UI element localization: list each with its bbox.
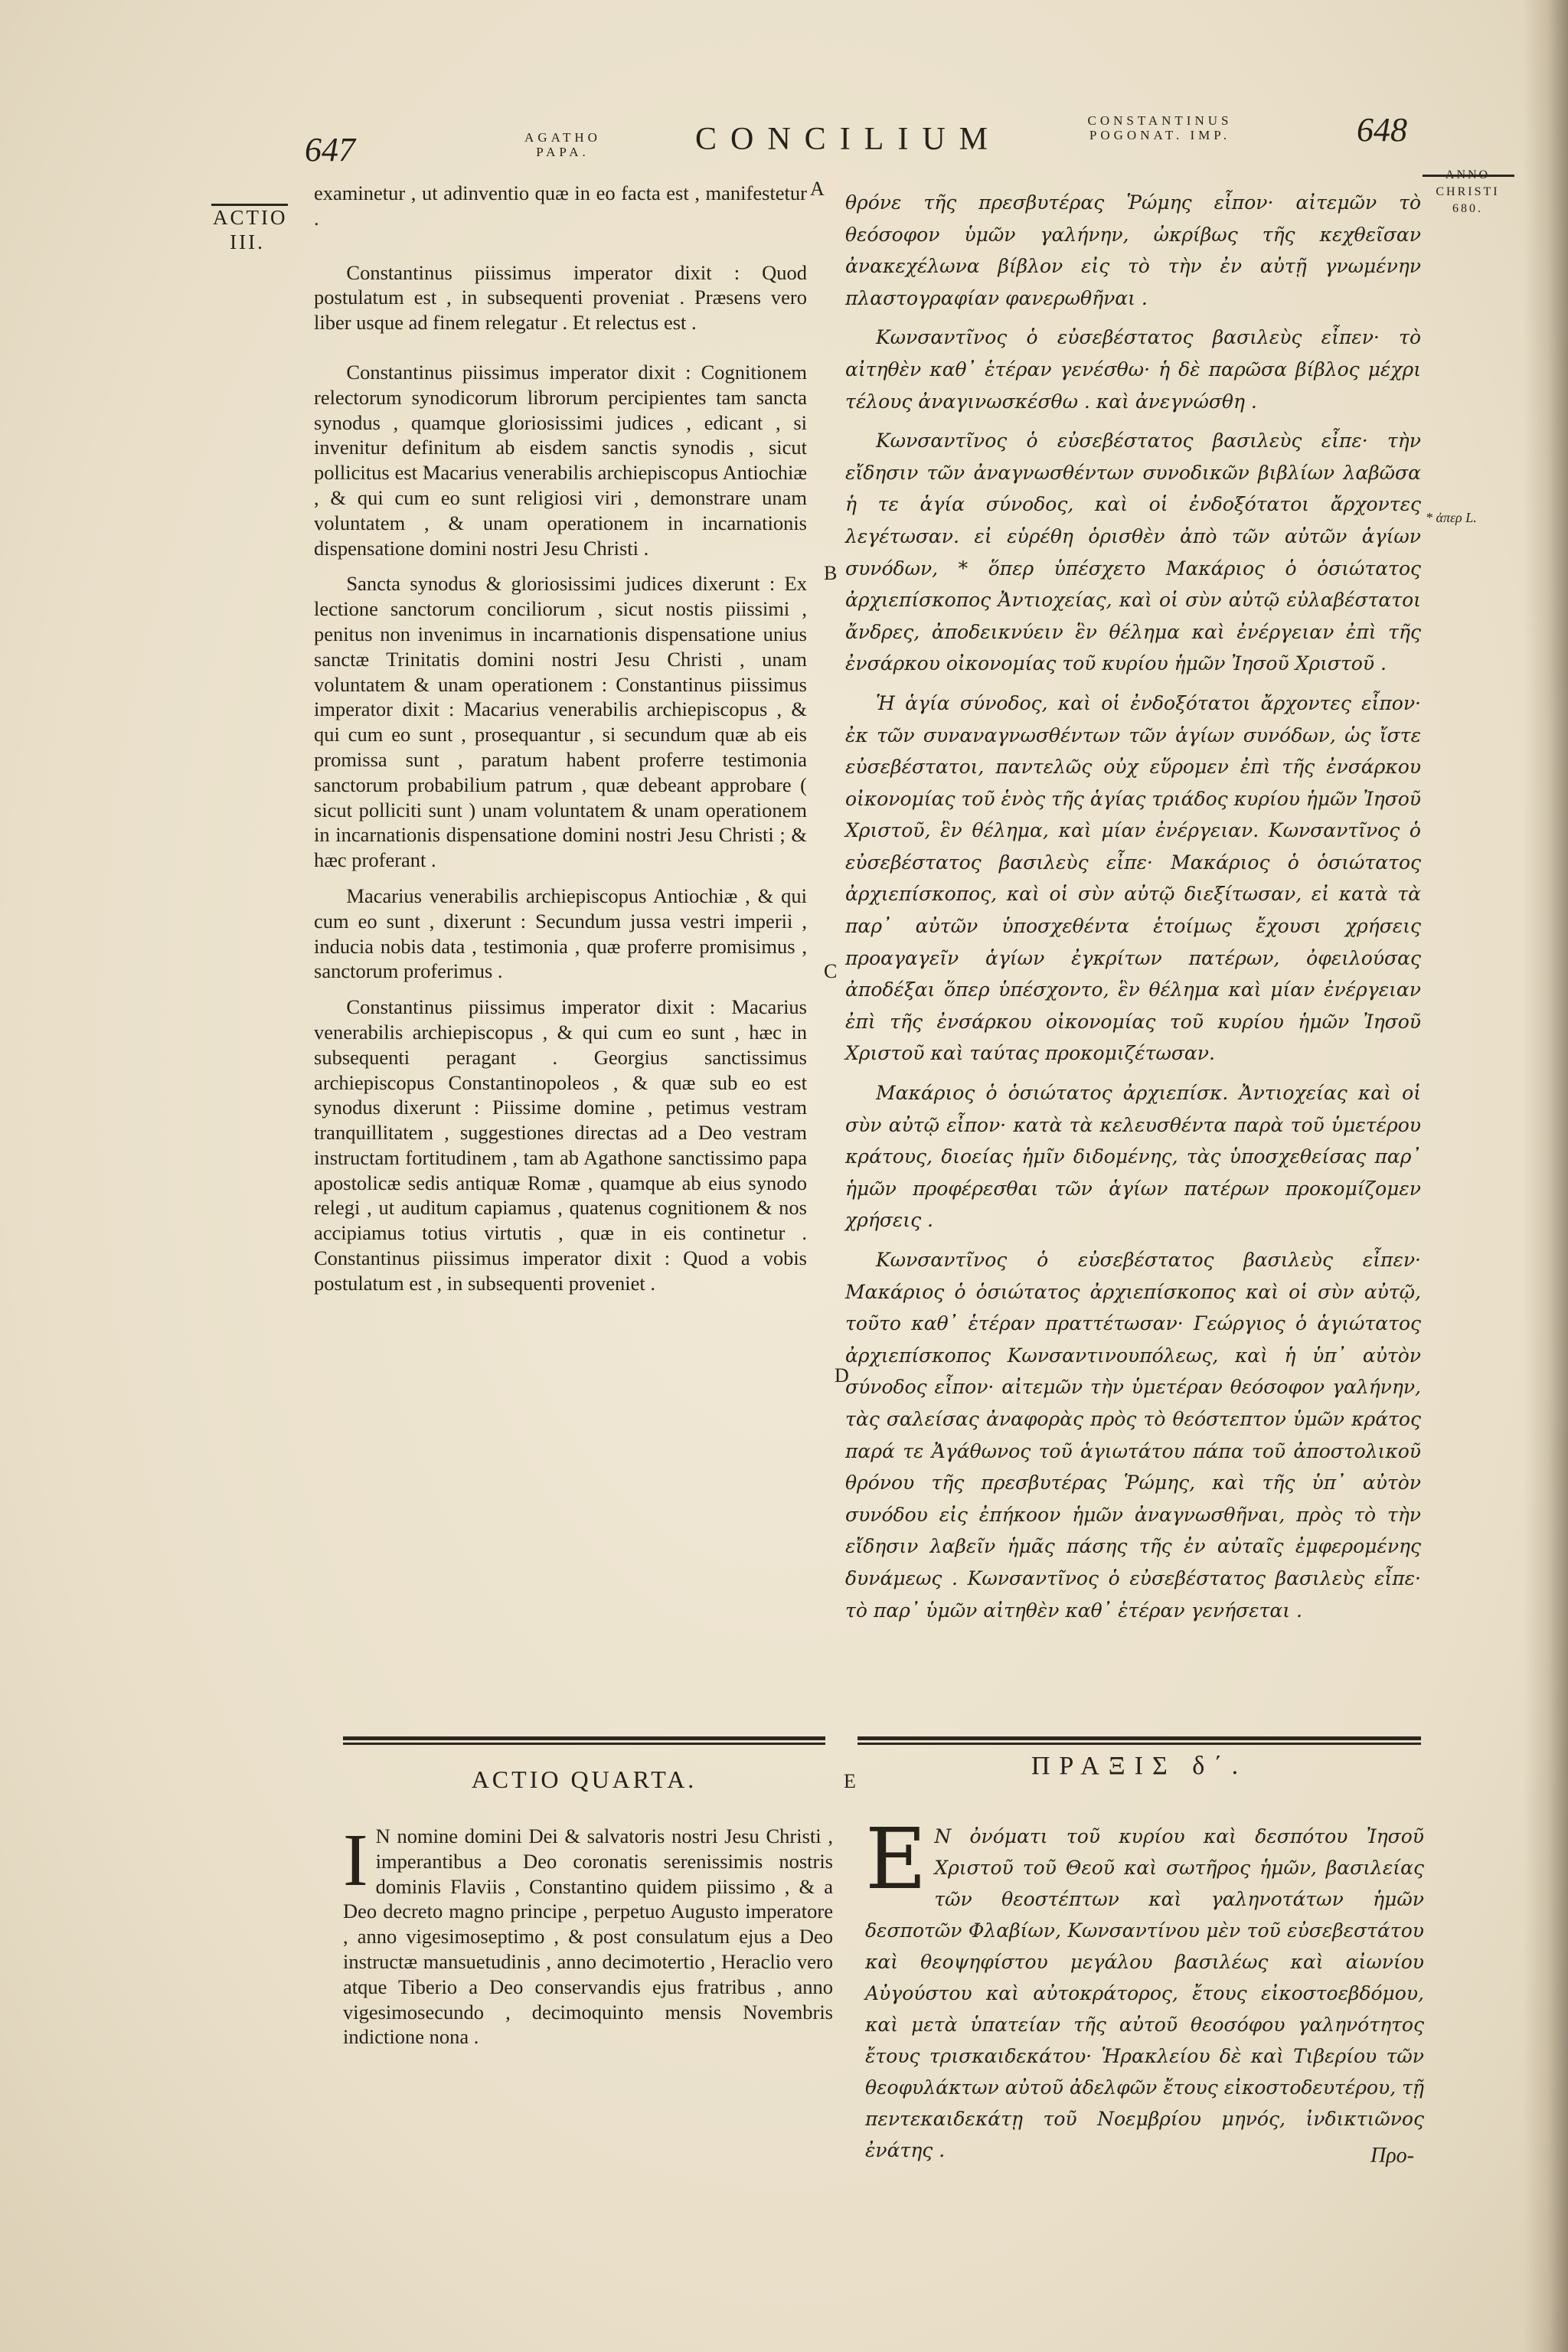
latin-paragraph-4: Sancta synodus & gloriosissimi judices dixerunt : Ex lectione sanctorum conciliorum , sicut nostis piissimi , penitus non invenimus in incarnationis dispensatione unius sanctæ Trinitatis domini nostri Jesu Christi , unam voluntatem & unam operationem : Constantinus piissimus imperator dixit : Macarius venerabilis archiepiscopus , & qui cum eo sunt , prosequantur , si secundum quæ ab eis promissa sunt , paratum habent proferre testimonia sanctorum probabilium patrum , quæ debeant approbare ( sicut polliciti sunt ) unam voluntatem & unam operationem in incarnationis dispensatione domini nostri Jesu Christi ; & hæc proferant . [314,572,807,872]
section-rule-right-thin [858,1743,1421,1745]
actio-rule [211,204,288,206]
latin-paragraph-1: examinetur , ut adinventio quæ in eo facta est , manifestetur . [314,181,807,230]
praxis-text [865,1810,1424,2166]
running-head-left-line2: PAPA. [536,145,590,159]
latin-paragraph-5: Macarius venerabilis archiepiscopus Antiochiæ , & qui cum eo sunt , dixerunt : Secundum jussa vestri imperii , inducia nobis data , testimonia , quæ proferre promisimus , sanctorum proferimus . [314,884,807,983]
margin-letter-b: B [824,562,838,584]
margin-letter-a: A [810,178,825,200]
anno-line3: 680. [1452,202,1483,215]
actio-label: ACTIO [213,206,288,229]
running-head-left-line1: AGATHO [524,130,601,145]
greek-paragraph-3: Κωνσαντῖνος ὁ εὐσεβέστατος βασιλεὺς εἶπε· τὴν εἴδησιν τῶν ἀναγνωσθέντων συνοδικῶν βιβλίων λαβῶσα ἡ τε ἁγία σύνοδος, καὶ οἱ ἐνδοξότατοι ἄρχοντες λεγέτωσαν. εἰ εὑρέθη ὁρισθὲν ἀπὸ τῶν αὐτῶν ἁγίων συνόδων, * ὅπερ ὑπέσχετο Μακάριος ὁ ὁσιώτατος ἀρχιεπίσκοπος Ἀντιοχείας, καὶ οἱ σὺν αὐτῷ εὐλαβέστατοι ἄνδρες, ἀποδεικνύειν ἓν θέλημα καὶ ἐνέργειαν ἐπὶ τῆς ἐνσάρκου οἰκονομίας τοῦ κυρίου ἡμῶν Ἰησοῦ Χριστοῦ . [845,430,1421,675]
page-number-left: 647 [305,131,355,168]
actio-quarta-initial: I [343,1819,368,1902]
actio-quarta-body: N nomine domini Dei & salvatoris nostri Jesu Christi , imperantibus a Deo coronatis serenissimis nostris dominis Flaviis , Constantino quidem piissimo , & a Deo decreto magno principe , perpetuo Augusto imperatore , anno vigesimoseptimo , & post consulatum ejus a Deo instructæ mansuetudinis , anno decimotertio , Heraclio vero atque Tiberio a Deo conservandis ejus fratribus , anno vigesimosecundo , decimoquinto mensis Novembris indictione nona . [343,1824,833,2049]
margin-letter-e: E [844,1770,856,1792]
anno-line1: ANNO [1445,168,1491,181]
greek-paragraph-5: Μακάριος ὁ ὁσιώτατος ἀρχιεπίσκ. Ἀντιοχείας καὶ οἱ σὺν αὐτῷ εἶπον· κατὰ τὰ κελευσθέντα παρὰ τοῦ ὑμετέρου κράτους, διοείας ἡμῖν διδομένης, τὰς ὑποσχεθείσας παρ᾽ ἡμῶν προφέρεσθαι τῶν ἁγίων πατέρων προκομίζομεν χρήσεις . [845,1082,1421,1232]
anno-line2: CHRISTI [1436,185,1500,198]
greek-paragraph-4: Ἡ ἁγία σύνοδος, καὶ οἱ ἐνδοξότατοι ἄρχοντες εἶπον· ἐκ τῶν συναναγνωσθέντων τῶν ἁγίων συνόδων, ὡς ἴστε εὐσεβέστατοι, παντελῶς οὐχ εὕρομεν ἐπὶ τῆς ἐνσάρκου οἰκονομίας τοῦ ἑνὸς τῆς ἁγίας τριάδος κυρίου ἡμῶν Ἰησοῦ Χριστοῦ, ἓν θέλημα, καὶ μίαν ἐνέργειαν. Κωνσαντῖνος ὁ εὐσεβέστατος βασιλεὺς εἶπε· Μακάριος ὁ ὁσιώτατος ἀρχιεπίσκοπος, καὶ οἱ σὺν αὐτῷ διεξίτωσαν, εἰ κατὰ τὰ παρ᾽ αὐτῶν ὑποσχεθέντα ἑτοίμως ἔχουσι χρήσεις προαγαγεῖν ἁγίων ἐγκρίτων πατέρων, ὀφειλούσας ἀποδέξαι ὅπερ ὑπέσχοντο, ἓν θέλημα καὶ μίαν ἐνέργειαν ἐπὶ τῆς ἐνσάρκου οἰκονομίας τοῦ κυρίου ἡμῶν Ἰησοῦ Χριστοῦ καὶ ταύτας προκομιζέτωσαν. [845,691,1421,1065]
latin-paragraph-2: Constantinus piissimus imperator dixit : Quod postulatum est , in subsequenti proveniat . Præsens vero liber usque ad finem relegatur . Et relectus est . [314,260,807,335]
praxis-initial: Ε [865,1810,927,1908]
greek-paragraph-1: θρόνε τῆς πρεσβυτέρας Ῥώμης εἶπον· αἰτεμῶν τὸ θεόσοφον ὑμῶν γαλήνην, ὠκρίβως τῆς κεχθεῖσαν ἀνακεχέλωνα βίβλον εἰς τὸ τὴν ἐν αὐτῇ γνωμένην πλαστογραφίαν φανερωθῆναι . [845,191,1421,309]
margin-letter-c: C [824,960,838,982]
latin-paragraph-6: Constantinus piissimus imperator dixit : Macarius venerabilis archiepiscopus , & qui cum eo sunt , hæc in subsequenti peragant . Georgius sanctissimus archiepiscopus Constantinopoleos , & quæ sub eo est synodus dixerunt : Piissime domine , petimus vestram tranquillitatem , suggestiones directas ad a Deo vestram instructam fortitudinem , tam ab Agathone sanctissimo papa apostolicæ sedis antiquæ Romæ , quamque ab eius synodo relegi , ut auditum capiamus , quatenus cognitionem & nos accipiamus totius virtutis , quæ in eis continetur . Constantinus piissimus imperator dixit : Quod a vobis postulatum est , in subsequenti proveniet . [314,995,807,1295]
running-head-right-line1: CONSTANTINUS [1087,113,1233,128]
running-head-right-line2: POGONAT. IMP. [1089,128,1231,142]
anno-rule [1423,175,1514,177]
greek-paragraph-6: Κωνσαντῖνος ὁ εὐσεβέστατος βασιλεὺς εἶπεν· Μακάριος ὁ ὁσιώτατος ἀρχιεπίσκοπος καὶ οἱ σὺν αὐτῷ, τοῦτο καθ᾽ ἑτέραν πραττέτωσαν· Γεώργιος ὁ ἁγιώτατος ἀρχιεπίσκοπος Κωνσαντινουπόλεως, καὶ ἡ ὑπ᾽ αὐτὸν σύνοδος εἶπον· αἰτεμῶν τὴν ὑμετέραν θεόσοφον γαλήνην, τὰς σαλείσας ἀναφορὰς πρὸς τὸ θεόστεπτον ὑμῶν κράτος παρά τε Ἀγάθωνος τοῦ ἁγιωτάτου πάπα τοῦ ἀποστολικοῦ θρόνου τῆς πρεσβυτέρας Ῥώμης, καὶ τῆς ὑπ᾽ αὐτὸν συνόδου εἰς ἐπήκοον ἡμῶν ἀναγνωσθῆναι, πρὸς τὸ τὴν εἴδησιν λαβεῖν ἡμᾶς πάσης τῆς ἐν αὐταῖς ἐμφερομένης δυνάμεως . Κωνσαντῖνος ὁ εὐσεβέστατος βασιλεὺς εἶπε· τὸ παρ᾽ ὑμῶν αἰτηθὲν καθ᾽ ἑτέραν γενήσεται . [845,1249,1421,1622]
section-rule-left-thin [343,1743,825,1745]
praxis-heading: ΠΡΑΞΙΣ δ΄. [1031,1752,1248,1780]
actio-number: III. [230,230,265,253]
page-title: CONCILIUM [695,122,1001,157]
latin-paragraph-3: Constantinus piissimus imperator dixit : Cognitionem relectorum synodicorum librorum percipientes tam sancta synodus , quamque gloriosissimi judices , edicant , si invenitur definitum ab eisdem sanctis synodis , sicut pollicitus est Macarius venerabilis archiepiscopus Antiochiæ , & qui cum eo sunt religiosi viri , demonstrare unam voluntatem , & unam operationem in incarnationis dispensatione domini nostri Jesu Christi . [314,360,807,560]
actio-quarta-text [343,1819,833,2050]
section-rule-left [343,1736,825,1740]
catchword: Προ- [1370,2144,1414,2167]
praxis-body: Ν ὀνόματι τοῦ κυρίου καὶ δεσπότου Ἰησοῦ Χριστοῦ τοῦ Θεοῦ καὶ σωτῆρος ἡμῶν, βασιλείας τῶν θεοστέπτων καὶ γαληνοτάτων ἡμῶν δεσποτῶν Φλαβίων, Κωνσαντίνου μὲν τοῦ εὐσεβεστάτου καὶ θεοψηφίστου μεγάλου βασιλέως καὶ αἰωνίου Αὐγούστου καὶ αὐτοκράτορος, ἔτους εἰκοστοεβδόμου, καὶ μετὰ ὑπατείαν τῆς αὐτοῦ θεοσόφου γαληνότητος ἔτους τρισκαιδεκάτου· Ἡρακλείου δὲ καὶ Τιβερίου τῶν θεοφυλάκτων αὐτοῦ ἀδελφῶν ἔτους εἰκοστοδευτέρου, τῇ πεντεκαιδεκάτῃ τοῦ Νοεμβρίου μηνός, ἰνδικτιῶνος ἐνάτης . [865,1825,1424,2161]
greek-margin-note: * ἀπερ L. [1426,510,1477,525]
gutter-shadow [1524,0,1568,2352]
running-head-right [1064,113,1256,142]
greek-column [845,187,1421,1626]
actio-quarta-heading: ACTIO QUARTA. [471,1766,697,1793]
running-head-left [498,130,628,159]
section-rule-right [858,1736,1421,1740]
latin-column [314,181,807,1296]
actio-margin-label [213,205,288,254]
margin-letter-d: D [835,1364,849,1387]
page-number-right: 648 [1357,111,1407,149]
greek-paragraph-2: Κωνσαντῖνος ὁ εὐσεβέστατος βασιλεὺς εἶπεν· τὸ αἰτηθὲν καθ᾽ ἑτέραν γενέσθω· ἡ δὲ παρῶσα βίβλος μέχρι τέλους ἀναγινωσκέσθω . καὶ ἀνεγνώσθη . [845,326,1421,413]
